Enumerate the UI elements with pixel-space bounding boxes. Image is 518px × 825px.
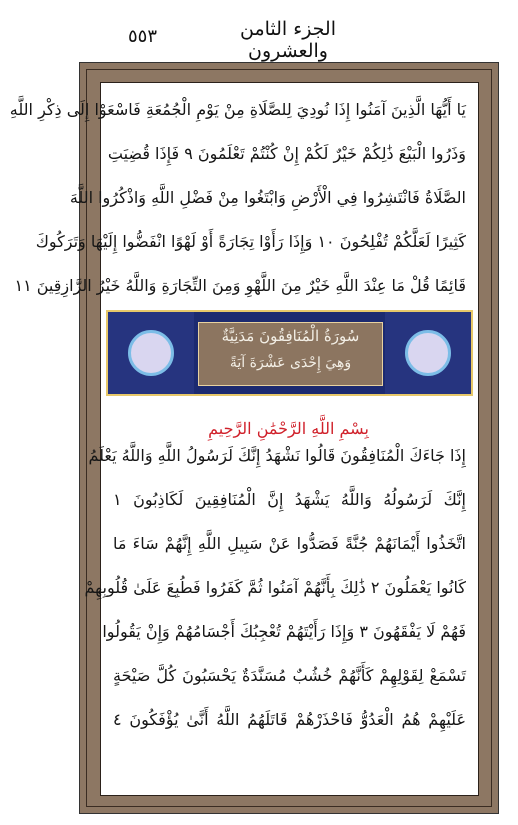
text-line-3: الصَّلَاةُ فَانْتَشِرُوا فِي الْأَرْضِ وَابْتَغُوا مِنْ فَضْلِ اللَّهِ وَاذْكُرُوا اللَّهَ <box>69 188 466 207</box>
page-header <box>0 0 518 62</box>
surah-banner <box>106 310 473 396</box>
text-line-2: وَذَرُوا الْبَيْعَ ذَٰلِكُمْ خَيْرٌ لَكُمْ إِنْ كُنْتُمْ تَعْلَمُونَ ٩ فَإِذَا قُضِيَتِ <box>107 144 466 163</box>
text-line-9: كَانُوا يَعْمَلُونَ ٢ ذَٰلِكَ بِأَنَّهُمْ آمَنُوا ثُمَّ كَفَرُوا فَطُبِعَ عَلَىٰ قُلُوبِهِمْ <box>84 578 466 597</box>
text-line-8: اتَّخَذُوا أَيْمَانَهُمْ جُنَّةً فَصَدُّوا عَنْ سَبِيلِ اللَّهِ إِنَّهُمْ سَاءَ مَا <box>113 534 466 553</box>
juz-title: الجزء الثامن والعشرون <box>239 18 337 62</box>
surah-info: وَهِيَ إِحْدَى عَشْرَةَ آيَةً <box>229 355 352 371</box>
surah-name: سُورَةُ الْمُنَافِقُونَ مَدَنِيَّةٌ <box>221 327 360 345</box>
surah-title-panel <box>198 322 383 386</box>
text-line-5: قَائِمًا قُلْ مَا عِنْدَ اللَّهِ خَيْرٌ مِنَ اللَّهْوِ وَمِنَ التِّجَارَةِ وَاللَّهُ خَيْرُ الرَّازِقِينَ ١١ <box>14 276 466 295</box>
page-number: ٥٥٣ <box>128 26 158 47</box>
text-line-4: كَثِيرًا لَعَلَّكُمْ تُفْلِحُونَ ١٠ وَإِذَا رَأَوْا تِجَارَةً أَوْ لَهْوًا انْفَضُّوا إِلَيْهَا وَتَرَكُوكَ <box>35 232 466 251</box>
text-line-1: يَا أَيُّهَا الَّذِينَ آمَنُوا إِذَا نُودِيَ لِلصَّلَاةِ مِنْ يَوْمِ الْجُمُعَةِ فَاسْعَوْا إِلَى ذِكْرِ اللَّهِ <box>9 100 466 119</box>
bismillah: بِسْمِ اللَّهِ الرَّحْمَٰنِ الرَّحِيمِ <box>208 419 369 438</box>
text-line-11: تَسْمَعْ لِقَوْلِهِمْ كَأَنَّهُمْ خُشُبٌ مُسَنَّدَةٌ يَحْسَبُونَ كُلَّ صَيْحَةٍ <box>113 666 466 685</box>
floral-ornament-icon <box>405 330 451 376</box>
text-line-12: عَلَيْهِمْ هُمُ الْعَدُوُّ فَاحْذَرْهُمْ قَاتَلَهُمُ اللَّهُ أَنَّىٰ يُؤْفَكُونَ ٤ <box>113 710 466 729</box>
text-line-10: فَهُمْ لَا يَفْقَهُونَ ٣ وَإِذَا رَأَيْتَهُمْ تُعْجِبُكَ أَجْسَامُهُمْ وَإِنْ يَقُولُوا <box>102 622 466 641</box>
floral-ornament-icon <box>128 330 174 376</box>
text-line-7: إِنَّكَ لَرَسُولُهُ وَاللَّهُ يَشْهَدُ إِنَّ الْمُنَافِقِينَ لَكَاذِبُونَ ١ <box>113 490 466 509</box>
text-line-6: إِذَا جَاءَكَ الْمُنَافِقُونَ قَالُوا نَشْهَدُ إِنَّكَ لَرَسُولُ اللَّهِ وَاللَّهُ يَعْلَمُ <box>88 446 466 465</box>
